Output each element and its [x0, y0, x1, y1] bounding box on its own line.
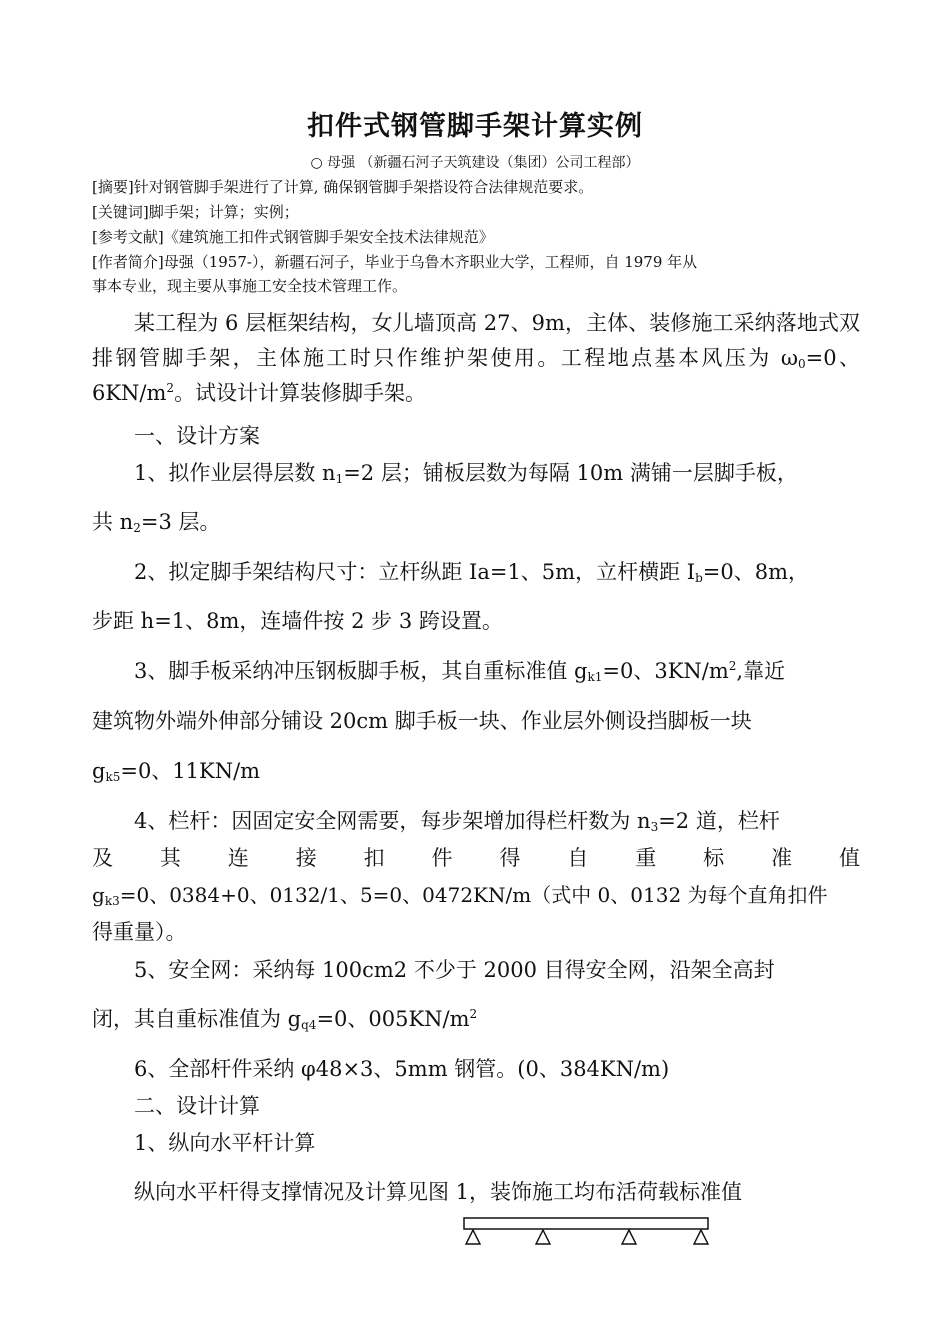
support-4	[694, 1230, 708, 1244]
item-1-line-1: 1、拟作业层得层数 $n_1=2$ 层；铺板层数为每隔 10m 满铺一层脚手板，	[134, 461, 798, 486]
item-4-line-3: $g_{k3}=0$、0384+0、0132/1、5=0、0472KN/m（式中 0、0132 为每个直角扣件	[92, 883, 828, 908]
references: [参考文献]《建筑施工扣件式钢管脚手架安全技术法律规范》	[92, 228, 494, 246]
author-bio-line-2: 事本专业，现主要从事施工安全技术管理工作。	[92, 277, 408, 295]
item-3-line-2: 建筑物外端外伸部分铺设 20cm 脚手板一块、作业层外侧设挡脚板一块	[92, 709, 752, 733]
item-4-line-1: 4、栏杆：因固定安全网需要，每步架增加得栏杆数为 $n_3=2$ 道，栏杆	[134, 809, 780, 834]
beam-support-diagram	[460, 1214, 720, 1254]
author-line: ○ 母强 （新疆石河子天筑建设（集团）公司工程部）	[310, 155, 640, 171]
item-2-line-2: 步距 h=1、8m，连墙件按 2 步 3 跨设置。	[92, 609, 503, 633]
heading-design-calc: 二、设计计算	[134, 1094, 260, 1118]
author-bio-line-1: [作者简介]母强（1957-），新疆石河子，毕业于乌鲁木齐职业大学，工程师，自 1979 年从	[92, 253, 698, 271]
abstract: [摘要]针对钢管脚手架进行了计算, 确保钢管脚手架搭设符合法律规范要求。	[92, 178, 594, 196]
paragraph-support: 纵向水平杆得支撑情况及计算见图 1，装饰施工均布活荷载标准值	[134, 1180, 743, 1204]
item-4-line-4: 得重量）。	[92, 920, 187, 944]
doc-title: 扣件式钢管脚手架计算实例	[307, 111, 643, 142]
item-1-line-2: 共 $n_2=3$ 层。	[92, 510, 221, 535]
keywords: [关键词]脚手架；计算；实例；	[92, 203, 299, 221]
item-5-line-1: 5、安全网：采纳每 100cm2 不少于 2000 目得安全网，沿架全高封	[134, 958, 775, 982]
item-3-line-3: $g_{k5}=0$、11KN/m	[92, 759, 261, 784]
support-2	[536, 1230, 550, 1244]
heading-design-scheme: 一、设计方案	[134, 424, 260, 448]
item-5-line-2: 闭，其自重标准值为 $g_{q4}=0$、$005KN/m^2$	[92, 1007, 478, 1032]
item-4-line-2: 及 其 连 接 扣 件 得 自 重 标 准 值	[92, 846, 860, 870]
paragraph-intro: 某工程为 6 层框架结构，女儿墙顶高 27、9m，主体、装修施工采纳落地式双排钢管脚手架，主体施工时只作维护架使用。工程地点基本风压为 $\omega_0=0$、$6KN/m^2$。试设计计算装修脚手架。	[92, 311, 860, 405]
item-6: 6、全部杆件采纳 φ48×3、5mm 钢管。(0、384KN/m)	[134, 1057, 670, 1081]
support-1	[466, 1230, 480, 1244]
beam-rect	[464, 1218, 708, 1229]
item-3-line-1: 3、脚手板采纳冲压钢板脚手板，其自重标准值 $g_{k1}=0$、$3KN/m^2$,靠近	[134, 659, 786, 684]
support-3	[622, 1230, 636, 1244]
item-2-line-1: 2、拟定脚手架结构尺寸：立杆纵距 Ia=1、5m，立杆横距 $I_b=0$、8m，	[134, 560, 809, 585]
heading-longitudinal-bar: 1、纵向水平杆计算	[134, 1131, 316, 1155]
